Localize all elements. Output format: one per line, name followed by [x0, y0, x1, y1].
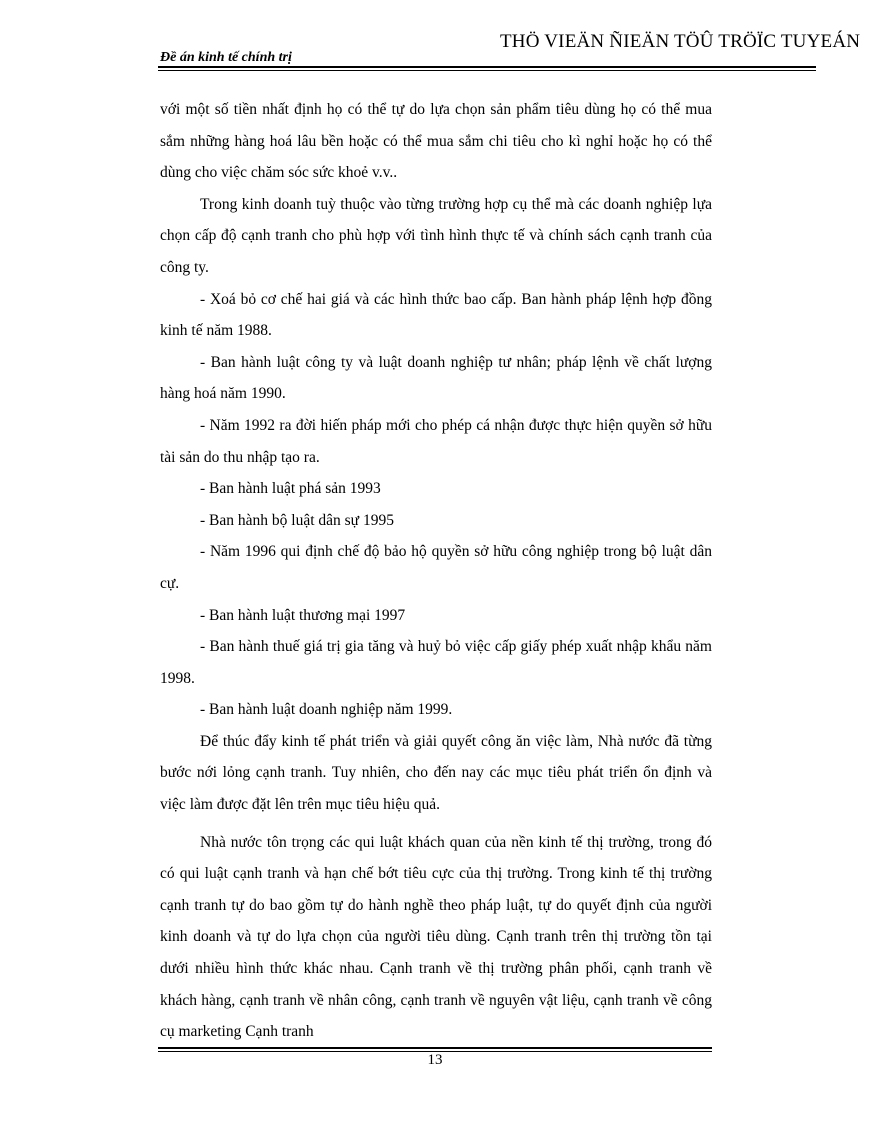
list-item: - Năm 1996 qui định chế độ bảo hộ quyền sở hữu công nghiệp trong bộ luật dân cự.: [160, 543, 712, 592]
list-item: - Ban hành luật thương mại 1997: [200, 606, 406, 624]
page-number: 13: [427, 1052, 443, 1068]
list-item: - Xoá bỏ cơ chế hai giá và các hình thức bao cấp. Ban hành pháp lệnh hợp đồng kinh tế năm 1988.: [160, 290, 712, 340]
paragraph-continuation: với một số tiền nhất định họ có thể tự do lựa chọn sản phẩm tiêu dùng họ có thể mua sắm những hàng hoá lâu bền hoặc có thể mua sắm chi tiêu cho kì nghỉ hoặc họ có thể dùng cho việc chăm sóc sức khoẻ v.v..: [160, 101, 712, 182]
paragraph: Nhà nước tôn trọng các qui luật khách quan của nền kinh tế thị trường, trong đó có qui luật cạnh tranh và hạn chế bớt tiêu cực của thị trường. Trong kinh tế thị trường cạnh tranh tự do bao gồm tự do hành nghề theo pháp luật, tự do quyết định của người kinh doanh và tự do lựa chọn của người tiêu dùng. Cạnh tranh trên thị trường tồn tại dưới nhiều hình thức khác nhau. Cạnh tranh về thị trường phân phối, cạnh tranh về khách hàng, cạnh tranh về nhân công, cạnh tranh về nguyên vật liệu, cạnh tranh về công cụ marketing Cạnh tranh: [160, 833, 712, 1041]
document-body: [160, 94, 712, 1048]
list-item: - Ban hành luật doanh nghiệp năm 1999.: [200, 701, 453, 719]
list-item: - Ban hành luật công ty và luật doanh nghiệp tư nhân; pháp lệnh về chất lượng hàng hoá năm 1990.: [160, 353, 712, 403]
list-item: - Ban hành bộ luật dân sự 1995: [200, 511, 394, 529]
header-rule-thin: [158, 70, 816, 71]
list-item: - Ban hành thuế giá trị gia tăng và huỷ bỏ việc cấp giấy phép xuất nhập khẩu năm 1998.: [160, 638, 712, 687]
paragraph: Trong kinh doanh tuỳ thuộc vào từng trường hợp cụ thể mà các doanh nghiệp lựa chọn cấp độ cạnh tranh cho phù hợp với tình hình thực tế và chính sách cạnh tranh của công ty.: [160, 195, 712, 276]
header-rule-thick: [158, 66, 816, 68]
list-item: - Năm 1992 ra đời hiến pháp mới cho phép cá nhận được thực hiện quyền sở hữu tài sản do thu nhập tạo ra.: [160, 416, 712, 466]
list-item: - Ban hành luật phá sản 1993: [200, 480, 381, 498]
header-library-name: THÖ VIEÄN ÑIEÄN TÖÛ TRÖÏC TUYEÁN: [500, 31, 861, 52]
paragraph: Để thúc đẩy kinh tế phát triển và giải quyết công ăn việc làm, Nhà nước đã từng bước nới lỏng cạnh tranh. Tuy nhiên, cho đến nay các mục tiêu phát triển ổn định và việc làm được đặt lên trên mục tiêu hiệu quả.: [160, 732, 712, 814]
header-document-title: Đề án kinh tế chính trị: [160, 50, 292, 65]
footer-rule-thick: [158, 1047, 712, 1049]
